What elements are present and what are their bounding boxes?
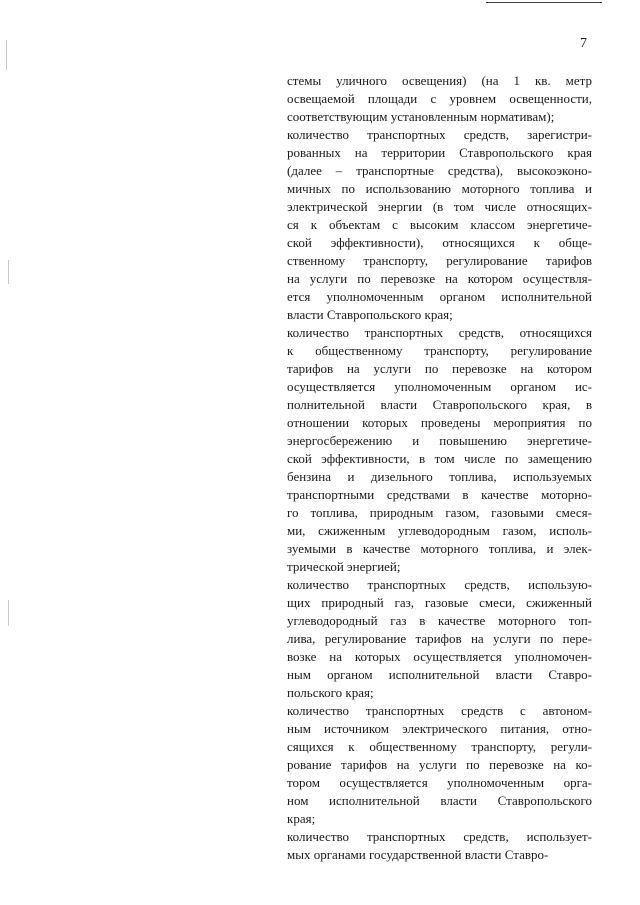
scan-edge-mark (6, 40, 7, 70)
text-line: углеводородный газ в качестве моторного топ- (287, 613, 592, 628)
text-line: рованных на территории Ставропольского края (287, 145, 592, 160)
text-line: польского края; (287, 685, 374, 700)
text-line: го топлива, природным газом, газовыми смеся- (287, 505, 592, 520)
text-line: соответствующим установленным нормативам); (287, 109, 555, 124)
text-line: полнительной власти Ставропольского края, в (287, 397, 592, 412)
paragraph (287, 828, 592, 864)
text-line: транспортными средствами в качестве моторно- (287, 487, 592, 502)
scan-edge-mark (8, 600, 9, 626)
text-line: тарифов на услуги по перевозке на котором (287, 361, 592, 376)
text-line: ской эффективности, в том числе по замещению (287, 451, 592, 466)
text-line: мичных по использованию моторного топлива и (287, 181, 592, 196)
paragraph (287, 324, 592, 576)
page-number: 7 (580, 36, 587, 51)
text-line: щих природный газ, газовые смеси, сжиженный (287, 595, 592, 610)
text-line: бензина и дизельного топлива, используемых (287, 469, 592, 484)
text-line: лива, регулирование тарифов на услуги по пере- (287, 631, 592, 646)
text-line: ся к объектам с высоким классом энергетиче- (287, 217, 592, 232)
paragraph (287, 576, 592, 702)
paragraph (287, 702, 592, 828)
text-line: осуществляется уполномоченным органом ис- (287, 379, 592, 394)
text-line: количество транспортных средств с автоном- (287, 703, 592, 718)
text-line: ным органом исполнительной власти Ставро- (287, 667, 592, 682)
text-line: края; (287, 811, 316, 826)
text-line: ской эффективности), относящихся к обще- (287, 235, 592, 250)
text-line: возке на которых осуществляется уполномочен- (287, 649, 592, 664)
text-line: количество транспортных средств, использует- (287, 829, 592, 844)
text-line: количество транспортных средств, зарегистри- (287, 127, 592, 142)
text-line: мых органами государственной власти Ставро- (287, 847, 549, 862)
text-line: власти Ставропольского края; (287, 307, 453, 322)
text-line: рование тарифов на услуги по перевозке на ко- (287, 757, 592, 772)
text-line: зуемыми в качестве моторного топлива, и элек- (287, 541, 592, 556)
paragraph (287, 126, 592, 324)
text-line: энергосбережению и повышению энергетиче- (287, 433, 592, 448)
text-line: ственному транспорту, регулирование тарифов (287, 253, 592, 268)
scan-edge-mark (8, 260, 9, 284)
text-line: количество транспортных средств, относящихся (287, 325, 592, 340)
text-line: количество транспортных средств, использую- (287, 577, 592, 592)
text-line: ном исполнительной власти Ставропольского (287, 793, 592, 808)
text-line: ется уполномоченным органом исполнительной (287, 289, 592, 304)
text-line: стемы уличного освещения) (на 1 кв. метр (287, 73, 592, 88)
paragraph (287, 72, 592, 126)
text-line: (далее – транспортные средства), высокоэконо- (287, 163, 592, 178)
text-line: сящихся к общественному транспорту, регули- (287, 739, 592, 754)
text-line: на услуги по перевозке на котором осуществля- (287, 271, 592, 286)
text-line: тором осуществляется уполномоченным орга- (287, 775, 592, 790)
text-line: к общественному транспорту, регулирование (287, 343, 592, 358)
text-line: электрической энергии (в том числе относящих- (287, 199, 592, 214)
header-rule (486, 2, 602, 3)
text-line: отношении которых проведены мероприятия по (287, 415, 592, 430)
text-line: освещаемой площади с уровнем освещенности, (287, 91, 592, 106)
text-line: трической энергией; (287, 559, 401, 574)
text-line: ми, сжиженным углеводородным газом, исполь- (287, 523, 592, 538)
document-body (287, 72, 592, 864)
text-line: ным источником электрического питания, отно- (287, 721, 592, 736)
